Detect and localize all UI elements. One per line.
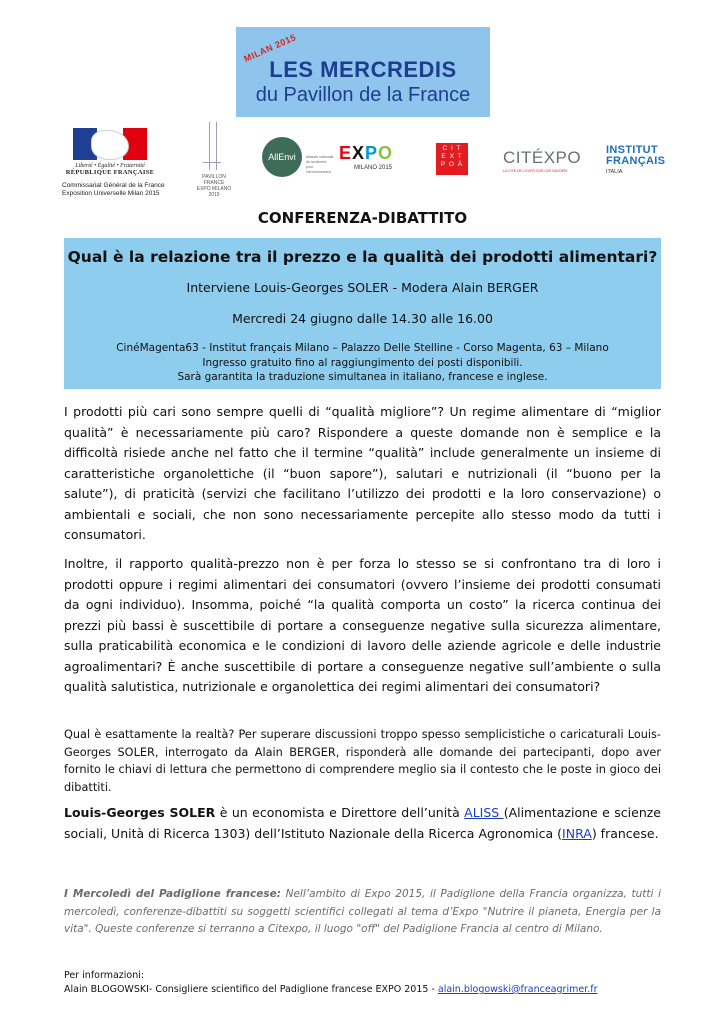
institut-francais-logo: INSTITUT FRANÇAIS ITALIA (606, 144, 666, 175)
inra-link[interactable]: INRA (562, 826, 592, 841)
expo-milano-logo: EXPO MILANO 2015 (339, 143, 407, 179)
contact-email-link[interactable]: alain.blogowski@franceagrimer.fr (437, 984, 598, 995)
marianne-icon (73, 128, 147, 160)
footer-description: I Mercoledì del Padiglione francese: Nell’ambito di Expo 2015, il Padiglione della Francia organizza, tutti i mercoledì, conferenze-dibattiti su soggetti scientifici collegati al tema d’Expo "Nutrire il pianeta, Energia per la vita". Queste conferenze si terranno a Citexpo, il luogo "off" del Padiglione Francia al centro di Milano. (64, 888, 661, 935)
event-date: Mercredi 24 giugno dalle 14.30 alle 16.00 (232, 311, 493, 326)
allenvi-logo: AllEnvi Alliance nationale de recherche pour l'environnement (262, 137, 334, 181)
expo-wordmark: EXPO (339, 143, 394, 163)
speaker-name: Louis-Georges SOLER (64, 805, 216, 820)
republique-motto: Liberté • Égalité • Fraternité (75, 163, 145, 169)
citexpo-square-logo: C I T E X T P O À (436, 143, 468, 175)
paragraph-reality: Qual è esattamente la realtà? Per superare discussioni troppo spesso semplicistiche o caricaturali Louis-Georges SOLER, interrogato da Alain BERGER, risponderà alle domande dei partecipanti, dopo aver fornito le chiavi di lettura che permettono di comprendere meglio sia il contesto che le poste in gioco dei dibattiti. (64, 728, 661, 794)
page-title: CONFERENZA-DIBATTITO (257, 209, 468, 227)
banner-title: LES MERCREDIS (269, 57, 457, 82)
event-info-box (64, 238, 661, 389)
paragraph-quality-price: Inoltre, il rapporto qualità-prezzo non è per forza lo stesso se si confrontano tra di loro i prodotti oppure i regimi alimentari dei consumatori (ovvero l’insieme dei prodotti consumati da ogni individuo). Insomma, poiché “la qualità comporta un costo” la ricerca continua dei prezzi più bassi è suscettibile di portare a conseguenze negative sulla sicurezza alimentare, sulla praticabilità economica e le condizioni di lavoro delle aziende agricole e delle industrie agroalimentari? È anche suscettibile di portare a conseguenze negative sull’ambiente o sulla qualità salutistica, nutrizionale e organolettica dei regimi alimentari dei consumatori? (64, 556, 661, 694)
citexpo-logo: CITÉXPO LA CITÉ DE L'EXPO SUR LES SAVOIRS (503, 148, 582, 173)
republique-francaise-logo (62, 128, 165, 198)
commissariat-caption: Commissariat Général de la France Exposition Universelle Milan 2015 (62, 182, 165, 197)
contact-info: Per informazioni: Alain BLOGOWSKI- Consigliere scientifico del Padiglione francese EXPO 2015 - alain.blogowski@franceagrimer.fr (64, 969, 684, 997)
republique-name: RÉPUBLIQUE FRANÇAISE (65, 169, 155, 176)
contact-label: Per informazioni: (64, 970, 145, 981)
banner-subtitle: du Pavillon de la France (255, 84, 471, 106)
pavillon-france-logo: PAVILLON FRANCE EXPO MILANO 2015 (195, 122, 233, 192)
event-speakers: Interviene Louis-Georges SOLER - Modera Alain BERGER (186, 280, 539, 295)
event-location: CinéMagenta63 - Institut français Milano – Palazzo Delle Stelline - Corso Magenta, 63 – Milano Ingresso gratuito fino al raggiungimento dei posti disponibili. Sarà garantita la traduzione simultanea in italiano, francese e inglese. (116, 342, 609, 383)
paragraph-speaker-bio: Louis-Georges SOLER è un economista e Direttore dell’unità ALISS (Alimentazione e scienze sociali, Unità di Ricerca 1303) dell’Istituto Nazionale della Ricerca Agronomica (INRA) francese. (64, 805, 661, 841)
header-banner (236, 27, 490, 117)
tower-icon (209, 122, 217, 170)
milan-2015-badge: MILAN 2015 (242, 32, 298, 64)
aliss-link[interactable]: ALISS (464, 805, 504, 820)
paragraph-intro: I prodotti più cari sono sempre quelli di “qualità migliore”? Un regime alimentare di “miglior qualità” è necessariamente più caro? Rispondere a queste domande non è semplice e la difficoltà risiede anche nel fatto che il termine “qualità” include generalmente un insieme di caratteristiche organolettiche (il “buon sapore”), salutari e nutrizionali (il “buono per la salute”), di praticità (servizi che facilitano l’utilizzo dei prodotti e la loro conservazione) o ambientali e sociali, che non sono necessariamente percepite allo stesso modo da tutti i consumatori. (64, 404, 661, 542)
allenvi-circle: AllEnvi (262, 137, 302, 177)
event-question: Qual è la relazione tra il prezzo e la qualità dei prodotti alimentari? (67, 248, 658, 266)
